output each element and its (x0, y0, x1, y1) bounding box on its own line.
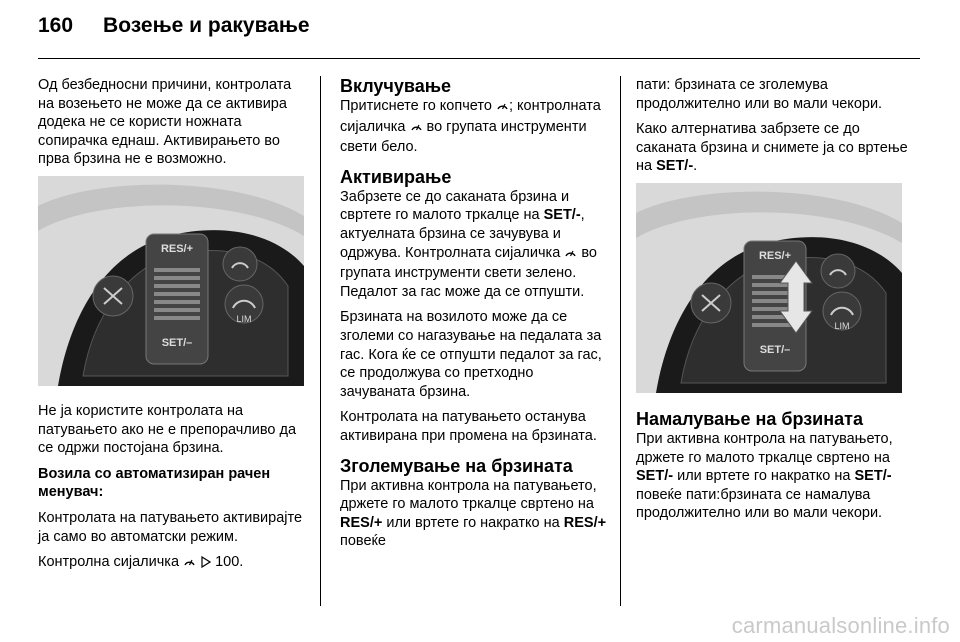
set-term: SET/- (854, 468, 892, 485)
set-term: SET/- (636, 468, 674, 485)
activation-heading: Активирање (340, 166, 452, 187)
decrease-speed-paragraph: При активна контрола на патувањето, држете го малото тркалце свртено на SET/- или вртете го накратко на SET/- повеќе пати:брзината се намалува продолжително или во мали чекори. (636, 430, 893, 522)
cruise-control-icon (183, 555, 196, 574)
res-term: RES/+ (563, 514, 607, 531)
switch-on-paragraph: Притиснете го копчето ; контролната сијаличка во групата инструменти свети бело. (340, 98, 601, 156)
set-label: SET/– (759, 343, 791, 356)
cruise-control-icon (564, 246, 577, 265)
column-divider-2 (620, 76, 621, 606)
control-light-reference (38, 553, 310, 574)
page-number: 160 (38, 14, 74, 37)
thumbwheel-illustration (636, 183, 902, 393)
accelerator-paragraph: Брзината на возилото може да се зголеми со нагазување на педалата за гас. Кога ќе се отпушти педалот за гас, се продолжува со претходно зачуваната брзина. (340, 309, 602, 400)
column-divider-1 (320, 76, 321, 606)
header-rule (38, 58, 920, 59)
cruise-control-icon (410, 120, 423, 139)
cruise-control-icon (496, 99, 509, 118)
increase-speed-continued: пати: брзината се зголемува продолжително или во мали чекори. (636, 77, 883, 112)
set-label: SET/– (161, 336, 193, 349)
control-light-text: Контролна сијаличка (38, 554, 180, 571)
column-right (636, 76, 908, 530)
res-label: RES/+ (160, 242, 194, 255)
lim-label: LIM (834, 320, 850, 331)
usage-note: Не ја користите контролата на патувањето ако не е препорачливо да се одржи постојана брзина. (38, 402, 297, 457)
automatic-mode-note: Контролата на патувањето активирајте ја само во автоматски режим. (38, 509, 303, 545)
chapter-title: Возење и ракување (103, 14, 310, 37)
page-reference: 100. (215, 554, 244, 571)
set-term: SET/- (656, 158, 694, 175)
activation-paragraph: Забрзете се до саканата брзина и свртете го малото тркалце на SET/-, актуелната брзина се зачувува и одржува. Контролната сијаличка во групата инструменти свети зелено. Педалот за гас може да се отпушти. (340, 188, 597, 300)
set-term: SET/- (543, 207, 581, 224)
reference-triangle-icon (200, 555, 211, 574)
steering-wheel-controls-illustration (38, 176, 304, 386)
switch-on-heading: Вклучување (340, 76, 452, 96)
alternative-paragraph: Како алтернатива забрзете се до саканата брзина и снимете ја со вртење на SET/-. (636, 121, 908, 175)
column-middle (340, 76, 612, 558)
res-label: RES/+ (758, 249, 792, 262)
page-header (38, 14, 310, 46)
gear-change-paragraph: Контролата на патувањето останува активирана при промена на брзината. (340, 409, 597, 444)
increase-speed-heading: Зголемување на брзината (340, 455, 573, 476)
res-term: RES/+ (340, 514, 383, 531)
decrease-speed-heading: Намалување на брзината (636, 408, 863, 429)
column-left (38, 76, 310, 581)
automated-transmission-heading: Возила со автоматизиран рачен менувач: (38, 465, 271, 501)
lim-label: LIM (236, 313, 252, 324)
intro-paragraph: Од безбедносни причини, контролата на возењето не може да се активира додека не се користи ножната сопирачка еднаш. Активирањето во прва брзина не е возможно. (38, 77, 292, 168)
watermark: carmanualsonline.info (731, 613, 950, 638)
increase-speed-paragraph: При активна контрола на патувањето, држете го малото тркалце свртено на RES/+ или вртете го накратко на RES/+ повеќе (340, 477, 607, 550)
